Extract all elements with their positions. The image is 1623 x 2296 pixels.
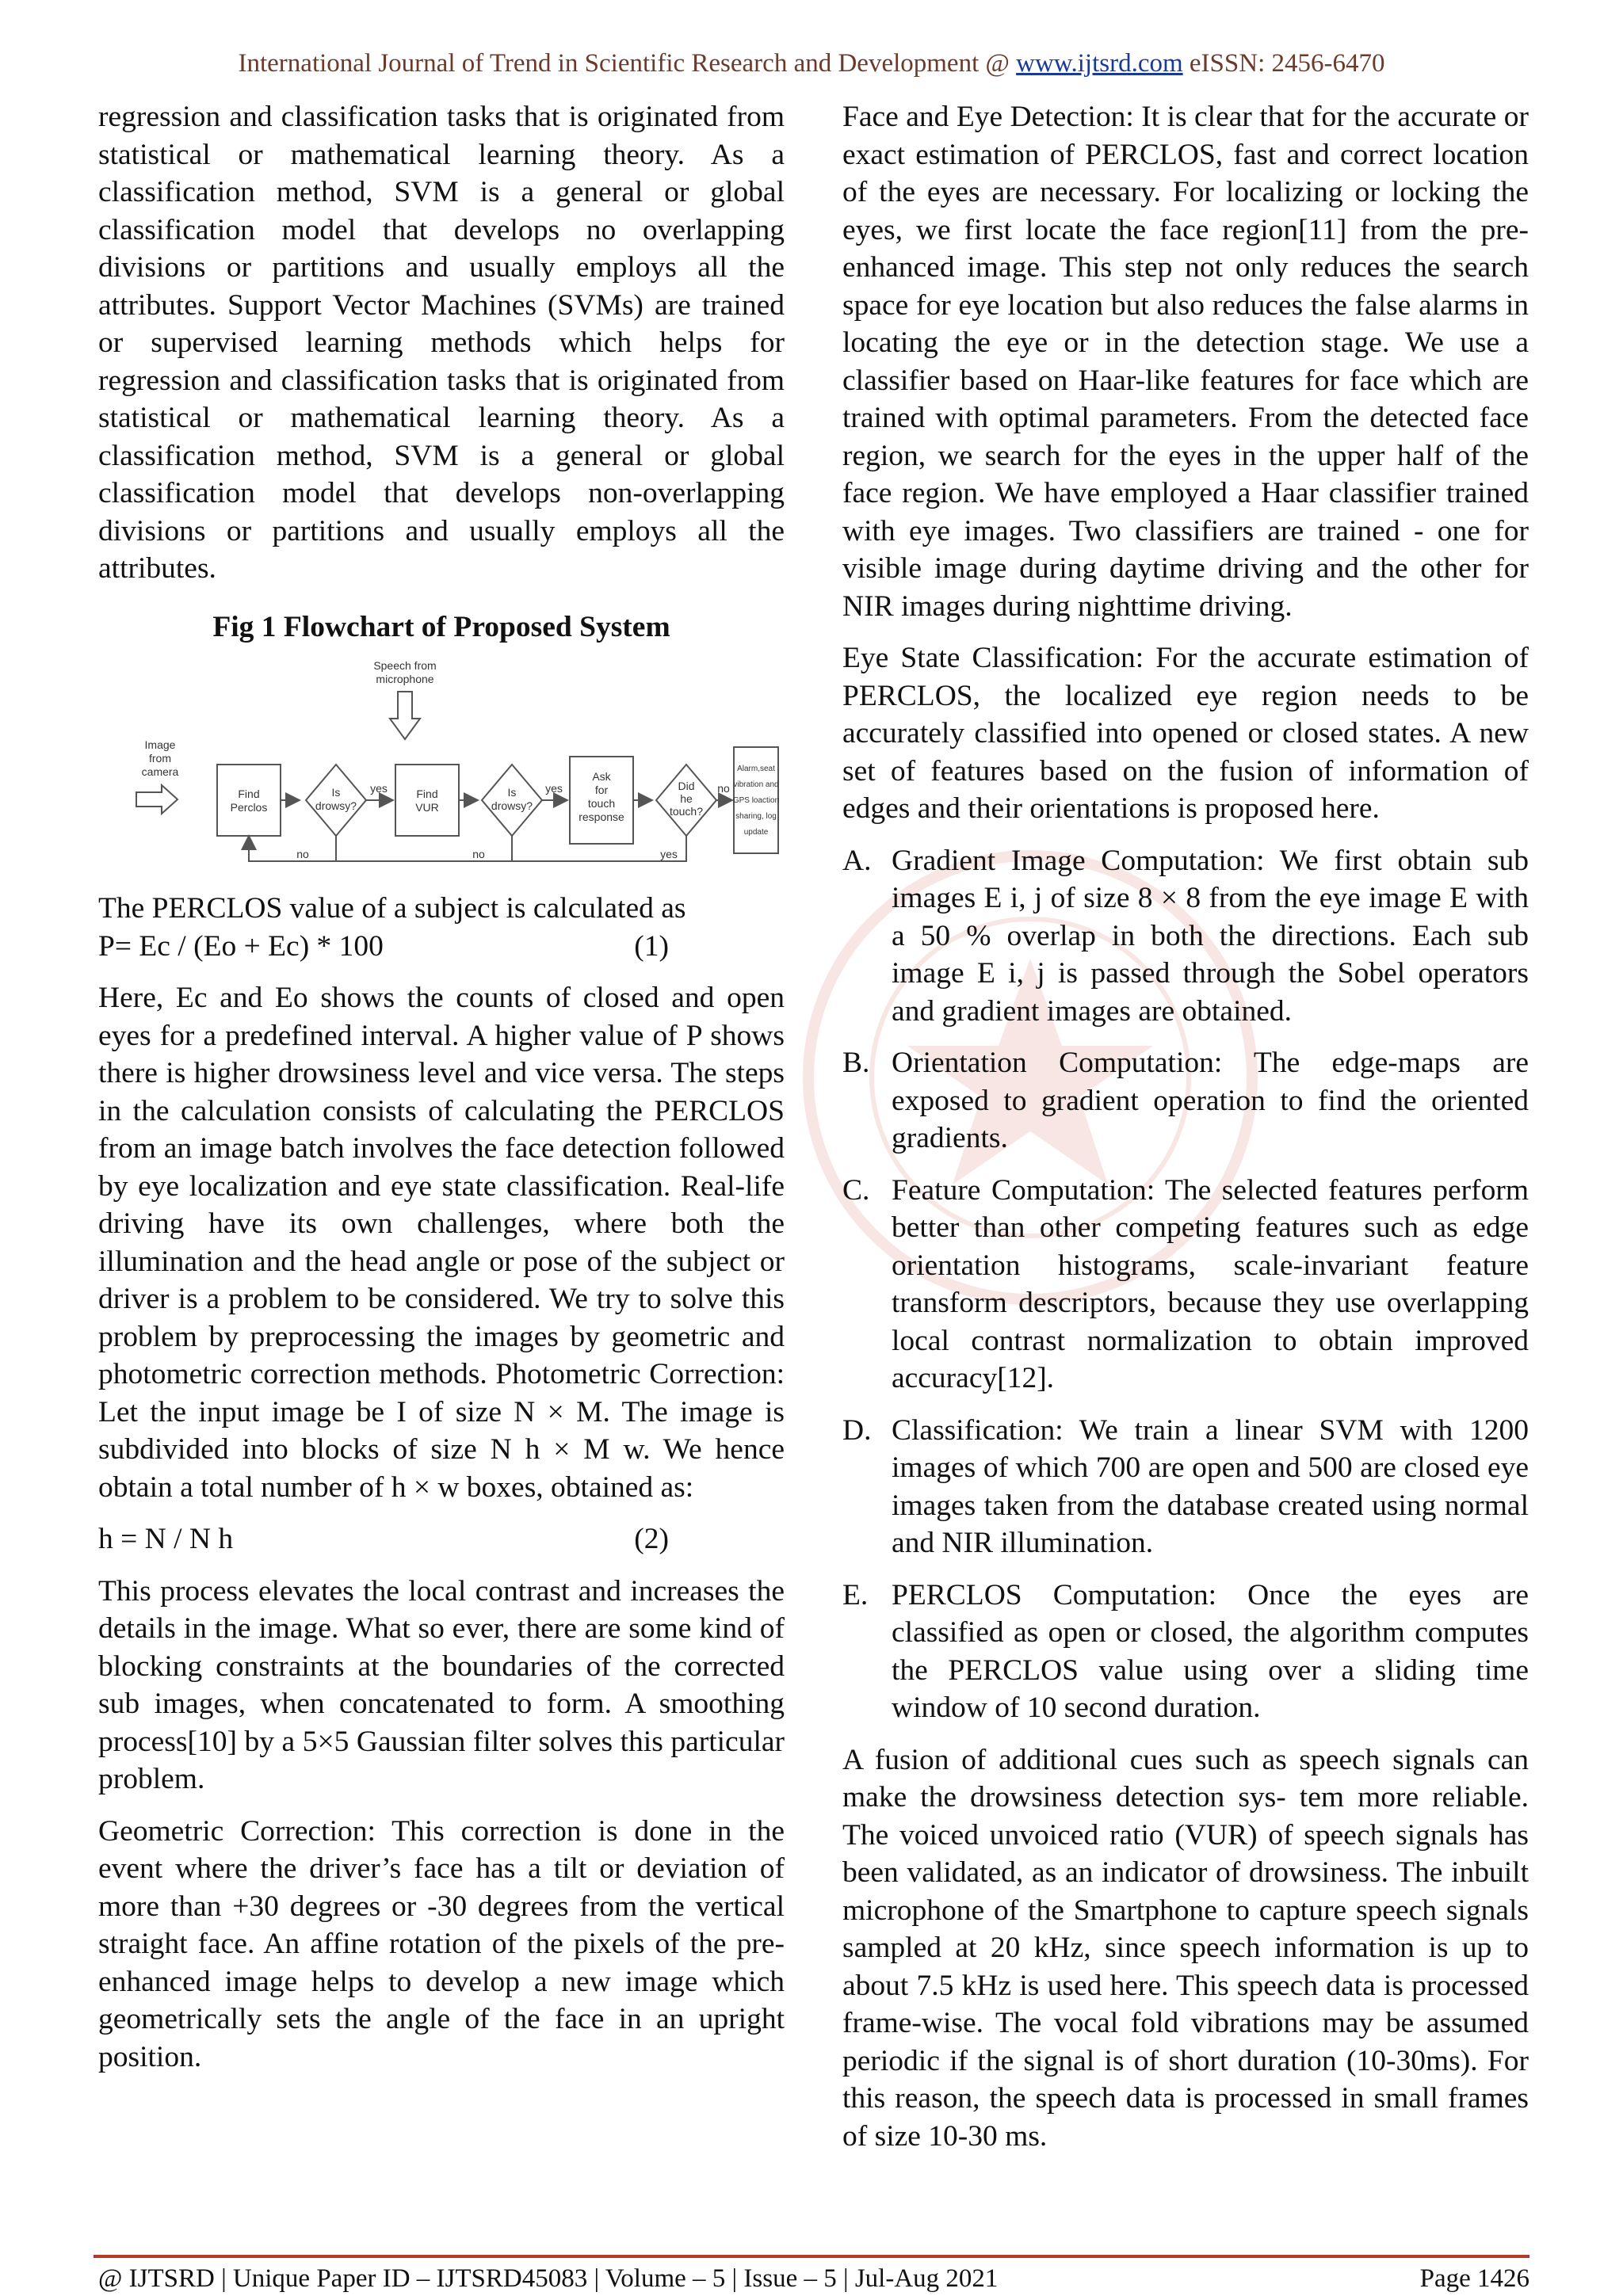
list-item: C. Feature Computation: The selected features perform better than other competing features such as edge orientation histograms, scale-invariant feature transform descriptors, because they use overlapping local contrast normalization to obtain improved accuracy[12]. [842, 1173, 1529, 1394]
find-perclos-box [217, 765, 281, 836]
list-item: A. Gradient Image Computation: We first obtain sub images E i, j of size 8 × 8 from the eye image E with a 50 % overlap in both the directions. Each sub image E i, j is passed through the Sobel operators and gradient images are obtained. [842, 844, 1529, 1028]
equation-1 [98, 928, 669, 966]
steps-list [842, 842, 1529, 1727]
journal-url-link[interactable]: www.ijtsrd.com [1016, 49, 1183, 78]
ask-touch-label: Ask for touch response [579, 770, 624, 823]
equation-2-body: h = N / N h [98, 1523, 234, 1555]
equation-2-number: (2) [634, 1523, 669, 1555]
loop-no-1 [249, 836, 336, 861]
did-touch-label: Did he touch? [669, 780, 704, 818]
issn: eISSN: 2456-6470 [1189, 49, 1385, 78]
find-perclos-label: Find Perclos [230, 788, 268, 814]
is-drowsy-label-1: Is drowsy? [315, 786, 357, 812]
left-paragraph-4: This process elevates the local contrast and increases the details in the image. What so ever, there are some kind of blocking constraints at the boundaries of the corrected sub images, when concatenated to form. A smoothing process[10] by a 5×5 Gaussian filter solves this particular problem. [98, 1574, 785, 1795]
equation-2 [98, 1520, 669, 1558]
speech-source-label: Speech from microphone [373, 659, 437, 685]
footer-paper-info: @ IJTSRD | Unique Paper ID – IJTSRD45083 | Volume – 5 | Issue – 5 | Jul-Aug 2021 [98, 2264, 999, 2293]
loop-no-2 [336, 836, 512, 861]
journal-name: International Journal of Trend in Scientific Research and Development @ [238, 49, 1010, 78]
list-item: D. Classification: We train a linear SVM with 1200 images of which 700 are open and 500 are closed eye images taken from the database created using normal and NIR illumination. [842, 1413, 1529, 1559]
no-label-2: no [472, 848, 485, 860]
left-paragraph-3: Here, Ec and Eo shows the counts of closed and open eyes for a predefined interval. A higher value of P shows there is higher drowsiness level and vice versa. The steps in the calculation consists of calculating the PERCLOS from an image batch involves the face detection followed by eye localization and eye state classification. Real-life driving have its own challenges, where both the illumination and the head angle or pose of the subject or driver is a problem to be considered. We try to solve this problem by preprocessing the images by geometric and photometric correction methods. Photometric Correction: Let the input image be I of size N × M. The image is subdivided into blocks of size N h × M w. We hence obtain a total number of h × w boxes, obtained as: [98, 982, 785, 1504]
right-paragraph-2: Eye State Classification: For the accurate estimation of PERCLOS, the localized eye region needs to be accurately classified into opened or closed states. A new set of features based on the fusion of information of edges and their orientations is proposed here. [842, 642, 1529, 825]
left-column [98, 98, 785, 2090]
equation-1-body: P= Ec / (Eo + Ec) * 100 [98, 929, 384, 963]
right-paragraph-3: A fusion of additional cues such as speech signals can make the drowsiness detection sys- tem more reliable. The voiced unvoiced ratio (VUR) of speech signals has been validated, as an indicator of drowsiness. The inbuilt microphone of the Smartphone to capture speech signals sampled at 20 kHz, since speech information is up to about 7.5 kHz is used here. This speech data is processed frame-wise. The vocal fold vibrations may be assumed periodic if the signal is of short duration (10-30ms). For this reason, the speech data is processed in small frames of size 10-30 ms. [842, 1743, 1529, 2153]
left-paragraph-5: Geometric Correction: This correction is done in the event where the driver’s face has a tilt or deviation of more than +30 degrees or -30 degrees from the vertical straight face. An affine rotation of the pixels of the pre-enhanced image helps to develop a new image which geometrically sets the angle of the face in an upright position. [98, 1814, 785, 2073]
flowchart-figure [130, 654, 780, 875]
find-vur-box [395, 765, 459, 836]
list-item: E. PERCLOS Computation: Once the eyes are classified as open or closed, the algorithm computes the PERCLOS value using over a sliding time window of 10 second duration. [842, 1578, 1529, 1724]
speech-arrow [390, 692, 420, 739]
list-item: B. Orientation Computation: The edge-maps are exposed to gradient operation to find the oriented gradients. [842, 1047, 1529, 1154]
left-paragraph-1: regression and classification tasks that is originated from statistical or mathematical learning theory. As a classification method, SVM is a general or global classification model that develops no overlapping divisions or partitions and usually employs all the attributes. Support Vector Machines (SVMs) are trained or supervised learning methods which helps for regression and classification tasks that is originated from statistical or mathematical learning theory. As a classification method, SVM is a general or global classification model that develops non-overlapping divisions or partitions and usually employs all the attributes. [98, 101, 785, 585]
no-label-1: no [296, 848, 309, 860]
no-label-touch: no [717, 782, 730, 795]
right-paragraph-1: Face and Eye Detection: It is clear that for the accurate or exact estimation of PERCLOS, fast and correct location of the eyes are necessary. For localizing or locking the eyes, we first locate the face region[11] from the pre-enhanced image. This step not only reduces the search space for eye location but also reduces the false alarms in locating the eye or in the detection stage. We use a classifier based on Haar-like features for face which are trained with optimal parameters. From the detected face region, we search for the eyes in the upper half of the face region. We have employed a Haar classifier trained with eye images. Two classifiers are trained - one for visible image during daytime driving and the other for NIR images during nighttime driving. [842, 101, 1529, 623]
yes-label-2: yes [545, 782, 563, 795]
running-header [0, 49, 1623, 78]
alarm-label: Alarm,seat vibration and GPS loaction sharing, log update [732, 765, 780, 837]
image-source-label: Image from camera [141, 738, 179, 778]
page-footer [98, 2264, 1529, 2294]
left-paragraph-2: The PERCLOS value of a subject is calculated as [98, 892, 686, 925]
equation-1-number: (1) [634, 929, 669, 963]
is-drowsy-label-2: Is drowsy? [491, 786, 533, 812]
yes-label-3: yes [660, 848, 678, 860]
figure-title: Fig 1 Flowchart of Proposed System [212, 610, 670, 643]
camera-arrow [136, 785, 178, 814]
yes-label-1: yes [370, 782, 388, 795]
right-column [842, 98, 1529, 2169]
page-number: Page 1426 [1419, 2264, 1529, 2293]
footer-divider [94, 2255, 1529, 2258]
find-vur-label: Find VUR [415, 788, 439, 814]
